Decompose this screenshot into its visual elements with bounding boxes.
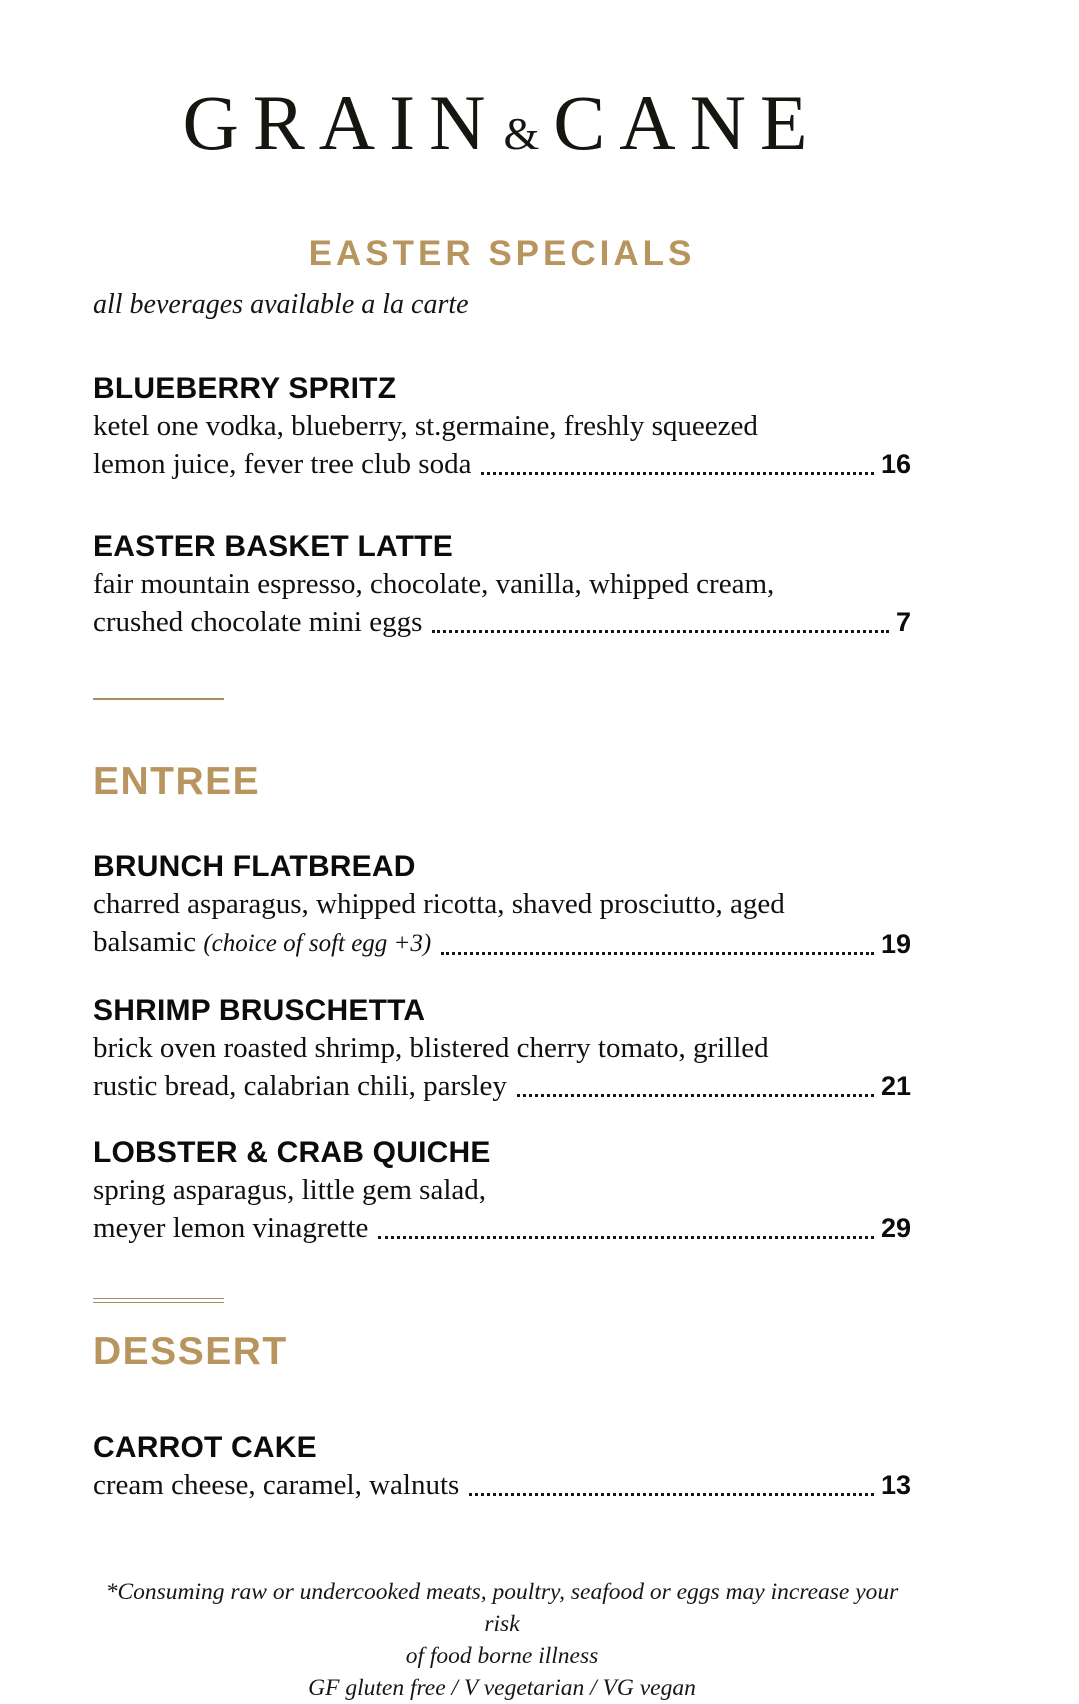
section-heading-dessert: DESSERT: [93, 1330, 288, 1373]
menu-item-brunch-flatbread: [93, 849, 911, 963]
dot-leader: [441, 952, 874, 955]
item-description: rustic bread, calabrian chili, parsley: [93, 1070, 507, 1102]
logo-word-grain: GRAIN: [182, 79, 500, 166]
footer-disclaimer: [93, 1576, 911, 1704]
item-description: [93, 923, 431, 963]
item-name: CARROT CAKE: [93, 1431, 317, 1464]
logo-word-cane: CANE: [553, 79, 822, 166]
section-divider: [93, 1298, 224, 1303]
menu-section-entree: [93, 762, 911, 1247]
disclaimer-line-1: *Consuming raw or undercooked meats, poultry, seafood or eggs may increase your risk: [105, 1579, 899, 1637]
menu-note: all beverages available a la carte: [93, 289, 469, 320]
item-description: crushed chocolate mini eggs: [93, 606, 423, 638]
item-price: 19: [880, 929, 911, 959]
item-price: 29: [880, 1213, 911, 1243]
item-price: 7: [895, 607, 911, 637]
menu-page: [93, 0, 911, 1704]
item-description: fair mountain espresso, chocolate, vanilla, whipped cream,: [93, 568, 775, 600]
item-name: LOBSTER & CRAB QUICHE: [93, 1136, 491, 1169]
item-description: spring asparagus, little gem salad,: [93, 1174, 487, 1206]
menu-item-lobster-crab-quiche: [93, 1135, 911, 1247]
disclaimer-line-2: of food borne illness: [405, 1643, 599, 1669]
dot-leader: [378, 1236, 874, 1239]
item-price-row: [93, 923, 911, 963]
menu-item-blueberry-spritz: [93, 371, 911, 483]
item-price-row: [93, 445, 911, 483]
item-description: meyer lemon vinagrette: [93, 1212, 369, 1244]
item-name: SHRIMP BRUSCHETTA: [93, 994, 426, 1027]
menu-item-carrot-cake: [93, 1430, 911, 1504]
dot-leader: [432, 630, 889, 633]
menu-item-shrimp-bruschetta: [93, 993, 911, 1105]
item-price-row: [93, 1466, 911, 1504]
item-name: BRUNCH FLATBREAD: [93, 850, 416, 883]
item-description: lemon juice, fever tree club soda: [93, 448, 472, 480]
dot-leader: [517, 1094, 874, 1097]
menu-item-easter-basket-latte: [93, 529, 911, 641]
section-divider: [93, 698, 224, 700]
dietary-legend: GF gluten free / V vegetarian / VG vegan: [308, 1675, 696, 1701]
item-price-row: [93, 1209, 911, 1247]
item-price: 13: [880, 1470, 911, 1500]
item-description: charred asparagus, whipped ricotta, shaved prosciutto, aged: [93, 888, 785, 920]
item-price: 21: [880, 1071, 911, 1101]
item-name: EASTER BASKET LATTE: [93, 530, 453, 563]
item-description: brick oven roasted shrimp, blistered cherry tomato, grilled: [93, 1032, 769, 1064]
section-heading-entree: ENTREE: [93, 760, 261, 803]
dot-leader: [469, 1493, 874, 1496]
item-description-text: balsamic: [93, 926, 197, 958]
item-description: cream cheese, caramel, walnuts: [93, 1469, 460, 1501]
item-price-row: [93, 603, 911, 641]
item-description: ketel one vodka, blueberry, st.germaine, freshly squeezed: [93, 410, 758, 442]
restaurant-logo: [93, 0, 911, 166]
menu-section-specials: [93, 371, 911, 641]
menu-title: EASTER SPECIALS: [308, 234, 696, 273]
item-price-row: [93, 1067, 911, 1105]
menu-section-dessert: [93, 1332, 911, 1504]
dot-leader: [481, 472, 874, 475]
logo-ampersand: &: [503, 108, 540, 159]
item-price: 16: [880, 449, 911, 479]
item-name: BLUEBERRY SPRITZ: [93, 372, 397, 405]
item-option-note: (choice of soft egg +3): [203, 930, 432, 957]
